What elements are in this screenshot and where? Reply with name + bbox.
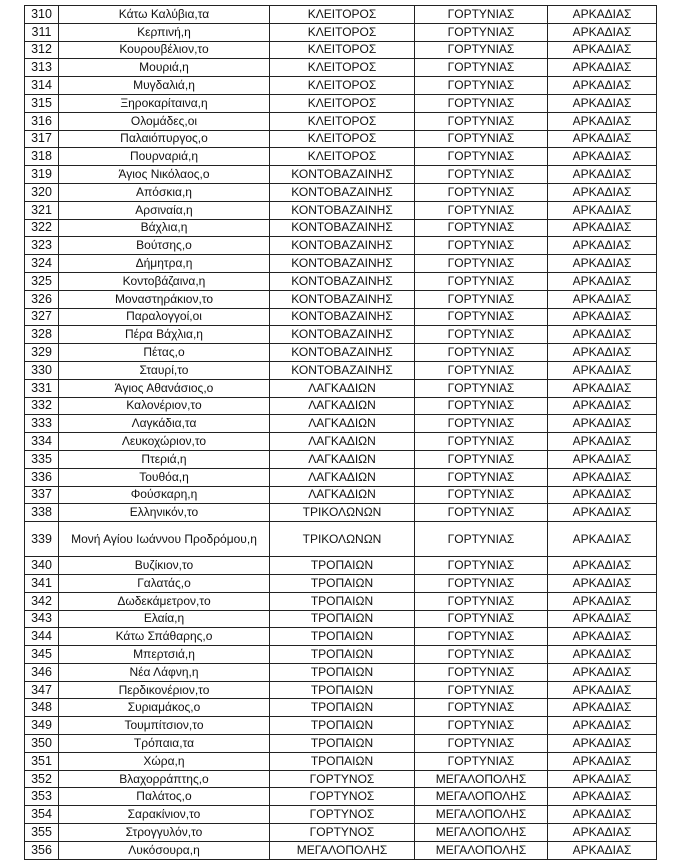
municipality-name: ΓΟΡΤΥΝΙΑΣ — [415, 308, 548, 326]
table-row — [25, 806, 657, 824]
municipality-name: ΓΟΡΤΥΝΙΑΣ — [415, 415, 548, 433]
community-name: ΤΡΟΠΑΙΩΝ — [270, 610, 415, 628]
settlement-name: Παλάτος,ο — [59, 788, 270, 806]
row-number: 354 — [25, 806, 59, 824]
community-name: ΛΑΓΚΑΔΙΩΝ — [270, 397, 415, 415]
prefecture-name: ΑΡΚΑΔΙΑΣ — [548, 166, 657, 184]
municipality-name: ΓΟΡΤΥΝΙΑΣ — [415, 290, 548, 308]
community-name: ΚΛΕΙΤΟΡΟΣ — [270, 94, 415, 112]
prefecture-name: ΑΡΚΑΔΙΑΣ — [548, 183, 657, 201]
table-row — [25, 272, 657, 290]
community-name: ΚΟΝΤΟΒΑΖΑΙΝΗΣ — [270, 237, 415, 255]
prefecture-name: ΑΡΚΑΔΙΑΣ — [548, 433, 657, 451]
row-number: 340 — [25, 557, 59, 575]
settlement-name: Λυκόσουρα,η — [59, 841, 270, 859]
municipality-name: ΓΟΡΤΥΝΙΑΣ — [415, 486, 548, 504]
row-number: 344 — [25, 628, 59, 646]
community-name: ΚΟΝΤΟΒΑΖΑΙΝΗΣ — [270, 290, 415, 308]
community-name: ΛΑΓΚΑΔΙΩΝ — [270, 450, 415, 468]
municipality-name: ΓΟΡΤΥΝΙΑΣ — [415, 41, 548, 59]
municipality-name: ΓΟΡΤΥΝΙΑΣ — [415, 557, 548, 575]
table-row — [25, 41, 657, 59]
settlement-name: Άγιος Νικόλαος,ο — [59, 166, 270, 184]
row-number: 341 — [25, 574, 59, 592]
prefecture-name: ΑΡΚΑΔΙΑΣ — [548, 290, 657, 308]
row-number: 328 — [25, 326, 59, 344]
table-row — [25, 468, 657, 486]
community-name: ΓΟΡΤΥΝΟΣ — [270, 770, 415, 788]
municipality-name: ΓΟΡΤΥΝΙΑΣ — [415, 610, 548, 628]
row-number: 345 — [25, 646, 59, 664]
row-number: 329 — [25, 344, 59, 362]
table-row — [25, 752, 657, 770]
municipality-name: ΓΟΡΤΥΝΙΑΣ — [415, 94, 548, 112]
municipality-name: ΓΟΡΤΥΝΙΑΣ — [415, 201, 548, 219]
community-name: ΛΑΓΚΑΔΙΩΝ — [270, 379, 415, 397]
municipality-name: ΓΟΡΤΥΝΙΑΣ — [415, 522, 548, 557]
row-number: 327 — [25, 308, 59, 326]
community-name: ΓΟΡΤΥΝΟΣ — [270, 824, 415, 842]
settlement-name: Μοναστηράκιον,το — [59, 290, 270, 308]
settlement-name: Αρσιναία,η — [59, 201, 270, 219]
table-row — [25, 415, 657, 433]
settlement-name: Πτεριά,η — [59, 450, 270, 468]
prefecture-name: ΑΡΚΑΔΙΑΣ — [548, 770, 657, 788]
row-number: 356 — [25, 841, 59, 859]
table-row — [25, 735, 657, 753]
settlement-name: Παραλογγοί,οι — [59, 308, 270, 326]
table-row — [25, 824, 657, 842]
settlement-name: Πουρναριά,η — [59, 148, 270, 166]
prefecture-name: ΑΡΚΑΔΙΑΣ — [548, 806, 657, 824]
municipality-name: ΓΟΡΤΥΝΙΑΣ — [415, 681, 548, 699]
table-row — [25, 183, 657, 201]
row-number: 349 — [25, 717, 59, 735]
row-number: 351 — [25, 752, 59, 770]
prefecture-name: ΑΡΚΑΔΙΑΣ — [548, 344, 657, 362]
row-number: 336 — [25, 468, 59, 486]
community-name: ΚΛΕΙΤΟΡΟΣ — [270, 130, 415, 148]
settlement-name: Νέα Λάφνη,η — [59, 663, 270, 681]
prefecture-name: ΑΡΚΑΔΙΑΣ — [548, 681, 657, 699]
community-name: ΛΑΓΚΑΔΙΩΝ — [270, 468, 415, 486]
table-row — [25, 201, 657, 219]
community-name: ΚΛΕΙΤΟΡΟΣ — [270, 23, 415, 41]
municipality-name: ΓΟΡΤΥΝΙΑΣ — [415, 361, 548, 379]
prefecture-name: ΑΡΚΑΔΙΑΣ — [548, 94, 657, 112]
settlement-name: Μουριά,η — [59, 59, 270, 77]
municipality-name: ΜΕΓΑΛΟΠΟΛΗΣ — [415, 841, 548, 859]
settlement-name: Μυγδαλιά,η — [59, 77, 270, 95]
settlement-name: Βυζίκιον,το — [59, 557, 270, 575]
municipality-name: ΓΟΡΤΥΝΙΑΣ — [415, 6, 548, 24]
municipality-name: ΜΕΓΑΛΟΠΟΛΗΣ — [415, 824, 548, 842]
municipality-name: ΓΟΡΤΥΝΙΑΣ — [415, 504, 548, 522]
settlement-name: Βλαχορράπτης,ο — [59, 770, 270, 788]
prefecture-name: ΑΡΚΑΔΙΑΣ — [548, 415, 657, 433]
municipality-name: ΓΟΡΤΥΝΙΑΣ — [415, 592, 548, 610]
community-name: ΤΡΟΠΑΙΩΝ — [270, 752, 415, 770]
municipality-name: ΓΟΡΤΥΝΙΑΣ — [415, 59, 548, 77]
table-row — [25, 397, 657, 415]
row-number: 317 — [25, 130, 59, 148]
community-name: ΤΡΟΠΑΙΩΝ — [270, 735, 415, 753]
settlement-name: Σαρακίνιον,το — [59, 806, 270, 824]
row-number: 321 — [25, 201, 59, 219]
community-name: ΚΟΝΤΟΒΑΖΑΙΝΗΣ — [270, 166, 415, 184]
table-row — [25, 326, 657, 344]
table-row — [25, 308, 657, 326]
row-number: 318 — [25, 148, 59, 166]
settlement-name: Κερπινή,η — [59, 23, 270, 41]
community-name: ΤΡΟΠΑΙΩΝ — [270, 574, 415, 592]
municipality-name: ΓΟΡΤΥΝΙΑΣ — [415, 219, 548, 237]
table-row — [25, 557, 657, 575]
settlement-name: Ξηροκαρίταινα,η — [59, 94, 270, 112]
prefecture-name: ΑΡΚΑΔΙΑΣ — [548, 219, 657, 237]
row-number: 325 — [25, 272, 59, 290]
municipality-name: ΓΟΡΤΥΝΙΑΣ — [415, 735, 548, 753]
community-name: ΤΡΟΠΑΙΩΝ — [270, 592, 415, 610]
prefecture-name: ΑΡΚΑΔΙΑΣ — [548, 486, 657, 504]
row-number: 343 — [25, 610, 59, 628]
community-name: ΤΡΙΚΟΛΩΝΩΝ — [270, 504, 415, 522]
table-row — [25, 522, 657, 557]
community-name: ΛΑΓΚΑΔΙΩΝ — [270, 415, 415, 433]
prefecture-name: ΑΡΚΑΔΙΑΣ — [548, 326, 657, 344]
community-name: ΜΕΓΑΛΟΠΟΛΗΣ — [270, 841, 415, 859]
municipality-name: ΓΟΡΤΥΝΙΑΣ — [415, 237, 548, 255]
table-row — [25, 646, 657, 664]
community-name: ΚΟΝΤΟΒΑΖΑΙΝΗΣ — [270, 326, 415, 344]
row-number: 311 — [25, 23, 59, 41]
municipality-name: ΜΕΓΑΛΟΠΟΛΗΣ — [415, 806, 548, 824]
community-name: ΚΛΕΙΤΟΡΟΣ — [270, 148, 415, 166]
settlement-name: Λευκοχώριον,το — [59, 433, 270, 451]
prefecture-name: ΑΡΚΑΔΙΑΣ — [548, 361, 657, 379]
community-name: ΛΑΓΚΑΔΙΩΝ — [270, 433, 415, 451]
community-name: ΤΡΙΚΟΛΩΝΩΝ — [270, 522, 415, 557]
community-name: ΚΛΕΙΤΟΡΟΣ — [270, 6, 415, 24]
prefecture-name: ΑΡΚΑΔΙΑΣ — [548, 522, 657, 557]
table-row — [25, 112, 657, 130]
settlement-name: Τουμπίτσιον,το — [59, 717, 270, 735]
community-name: ΚΛΕΙΤΟΡΟΣ — [270, 41, 415, 59]
community-name: ΚΟΝΤΟΒΑΖΑΙΝΗΣ — [270, 183, 415, 201]
prefecture-name: ΑΡΚΑΔΙΑΣ — [548, 397, 657, 415]
settlement-name: Δωδεκάμετρον,το — [59, 592, 270, 610]
table-row — [25, 770, 657, 788]
settlement-name: Περδικονέριον,το — [59, 681, 270, 699]
row-number: 320 — [25, 183, 59, 201]
settlement-name: Ελαία,η — [59, 610, 270, 628]
settlement-name: Κάτω Σπάθαρης,ο — [59, 628, 270, 646]
prefecture-name: ΑΡΚΑΔΙΑΣ — [548, 646, 657, 664]
community-name: ΤΡΟΠΑΙΩΝ — [270, 628, 415, 646]
municipality-name: ΓΟΡΤΥΝΙΑΣ — [415, 183, 548, 201]
municipality-name: ΓΟΡΤΥΝΙΑΣ — [415, 130, 548, 148]
row-number: 315 — [25, 94, 59, 112]
row-number: 333 — [25, 415, 59, 433]
municipality-name: ΓΟΡΤΥΝΙΑΣ — [415, 326, 548, 344]
table-row — [25, 574, 657, 592]
row-number: 310 — [25, 6, 59, 24]
table-body — [25, 6, 657, 860]
prefecture-name: ΑΡΚΑΔΙΑΣ — [548, 628, 657, 646]
settlement-name: Στρογγυλόν,το — [59, 824, 270, 842]
community-name: ΚΟΝΤΟΒΑΖΑΙΝΗΣ — [270, 361, 415, 379]
table-row — [25, 344, 657, 362]
settlement-name: Ολομάδες,οι — [59, 112, 270, 130]
settlement-name: Πέτας,ο — [59, 344, 270, 362]
row-number: 342 — [25, 592, 59, 610]
table-row — [25, 592, 657, 610]
row-number: 334 — [25, 433, 59, 451]
row-number: 338 — [25, 504, 59, 522]
municipality-name: ΓΟΡΤΥΝΙΑΣ — [415, 397, 548, 415]
row-number: 350 — [25, 735, 59, 753]
municipality-name: ΓΟΡΤΥΝΙΑΣ — [415, 255, 548, 273]
prefecture-name: ΑΡΚΑΔΙΑΣ — [548, 752, 657, 770]
row-number: 347 — [25, 681, 59, 699]
settlements-table-page — [24, 5, 657, 860]
row-number: 314 — [25, 77, 59, 95]
table-row — [25, 610, 657, 628]
municipality-name: ΓΟΡΤΥΝΙΑΣ — [415, 166, 548, 184]
community-name: ΚΟΝΤΟΒΑΖΑΙΝΗΣ — [270, 219, 415, 237]
row-number: 335 — [25, 450, 59, 468]
table-row — [25, 841, 657, 859]
municipality-name: ΓΟΡΤΥΝΙΑΣ — [415, 433, 548, 451]
table-row — [25, 23, 657, 41]
settlement-name: Γαλατάς,ο — [59, 574, 270, 592]
prefecture-name: ΑΡΚΑΔΙΑΣ — [548, 23, 657, 41]
municipality-name: ΜΕΓΑΛΟΠΟΛΗΣ — [415, 770, 548, 788]
prefecture-name: ΑΡΚΑΔΙΑΣ — [548, 272, 657, 290]
table-row — [25, 148, 657, 166]
settlement-name: Ελληνικόν,το — [59, 504, 270, 522]
municipality-name: ΓΟΡΤΥΝΙΑΣ — [415, 450, 548, 468]
community-name: ΚΟΝΤΟΒΑΖΑΙΝΗΣ — [270, 272, 415, 290]
municipality-name: ΓΟΡΤΥΝΙΑΣ — [415, 628, 548, 646]
municipality-name: ΓΟΡΤΥΝΙΑΣ — [415, 699, 548, 717]
community-name: ΤΡΟΠΑΙΩΝ — [270, 663, 415, 681]
table-row — [25, 94, 657, 112]
prefecture-name: ΑΡΚΑΔΙΑΣ — [548, 841, 657, 859]
row-number: 326 — [25, 290, 59, 308]
settlement-name: Κοντοβάζαινα,η — [59, 272, 270, 290]
table-row — [25, 255, 657, 273]
prefecture-name: ΑΡΚΑΔΙΑΣ — [548, 130, 657, 148]
table-row — [25, 717, 657, 735]
municipality-name: ΓΟΡΤΥΝΙΑΣ — [415, 379, 548, 397]
settlement-name: Βούτσης,ο — [59, 237, 270, 255]
municipality-name: ΓΟΡΤΥΝΙΑΣ — [415, 77, 548, 95]
settlement-name: Παλαιόπυργος,ο — [59, 130, 270, 148]
settlement-name: Λαγκάδια,τα — [59, 415, 270, 433]
prefecture-name: ΑΡΚΑΔΙΑΣ — [548, 112, 657, 130]
prefecture-name: ΑΡΚΑΔΙΑΣ — [548, 592, 657, 610]
community-name: ΚΟΝΤΟΒΑΖΑΙΝΗΣ — [270, 344, 415, 362]
settlement-name: Καλονέριον,το — [59, 397, 270, 415]
table-row — [25, 6, 657, 24]
prefecture-name: ΑΡΚΑΔΙΑΣ — [548, 6, 657, 24]
row-number: 337 — [25, 486, 59, 504]
prefecture-name: ΑΡΚΑΔΙΑΣ — [548, 610, 657, 628]
settlement-name: Κουρουβέλιον,το — [59, 41, 270, 59]
settlement-name: Τρόπαια,τα — [59, 735, 270, 753]
table-row — [25, 628, 657, 646]
settlement-name: Σταυρί,το — [59, 361, 270, 379]
municipality-name: ΓΟΡΤΥΝΙΑΣ — [415, 272, 548, 290]
table-row — [25, 166, 657, 184]
municipality-name: ΓΟΡΤΥΝΙΑΣ — [415, 344, 548, 362]
prefecture-name: ΑΡΚΑΔΙΑΣ — [548, 77, 657, 95]
table-row — [25, 59, 657, 77]
municipality-name: ΓΟΡΤΥΝΙΑΣ — [415, 468, 548, 486]
prefecture-name: ΑΡΚΑΔΙΑΣ — [548, 504, 657, 522]
prefecture-name: ΑΡΚΑΔΙΑΣ — [548, 255, 657, 273]
prefecture-name: ΑΡΚΑΔΙΑΣ — [548, 379, 657, 397]
row-number: 322 — [25, 219, 59, 237]
community-name: ΚΟΝΤΟΒΑΖΑΙΝΗΣ — [270, 201, 415, 219]
community-name: ΓΟΡΤΥΝΟΣ — [270, 806, 415, 824]
settlement-name: Κάτω Καλύβια,τα — [59, 6, 270, 24]
settlement-name: Μονή Αγίου Ιωάννου Προδρόμου,η — [59, 522, 270, 557]
row-number: 353 — [25, 788, 59, 806]
row-number: 330 — [25, 361, 59, 379]
row-number: 355 — [25, 824, 59, 842]
settlement-name: Χώρα,η — [59, 752, 270, 770]
table-row — [25, 77, 657, 95]
prefecture-name: ΑΡΚΑΔΙΑΣ — [548, 450, 657, 468]
table-row — [25, 433, 657, 451]
row-number: 316 — [25, 112, 59, 130]
table-row — [25, 699, 657, 717]
table-row — [25, 130, 657, 148]
row-number: 348 — [25, 699, 59, 717]
prefecture-name: ΑΡΚΑΔΙΑΣ — [548, 59, 657, 77]
prefecture-name: ΑΡΚΑΔΙΑΣ — [548, 663, 657, 681]
municipality-name: ΓΟΡΤΥΝΙΑΣ — [415, 23, 548, 41]
prefecture-name: ΑΡΚΑΔΙΑΣ — [548, 237, 657, 255]
prefecture-name: ΑΡΚΑΔΙΑΣ — [548, 735, 657, 753]
row-number: 352 — [25, 770, 59, 788]
municipality-name: ΓΟΡΤΥΝΙΑΣ — [415, 663, 548, 681]
row-number: 331 — [25, 379, 59, 397]
municipality-name: ΜΕΓΑΛΟΠΟΛΗΣ — [415, 788, 548, 806]
settlement-name: Συριαμάκος,ο — [59, 699, 270, 717]
settlement-name: Πέρα Βάχλια,η — [59, 326, 270, 344]
community-name: ΤΡΟΠΑΙΩΝ — [270, 557, 415, 575]
table-row — [25, 788, 657, 806]
municipality-name: ΓΟΡΤΥΝΙΑΣ — [415, 574, 548, 592]
prefecture-name: ΑΡΚΑΔΙΑΣ — [548, 201, 657, 219]
row-number: 324 — [25, 255, 59, 273]
community-name: ΓΟΡΤΥΝΟΣ — [270, 788, 415, 806]
prefecture-name: ΑΡΚΑΔΙΑΣ — [548, 148, 657, 166]
municipality-name: ΓΟΡΤΥΝΙΑΣ — [415, 752, 548, 770]
prefecture-name: ΑΡΚΑΔΙΑΣ — [548, 41, 657, 59]
settlement-name: Φούσκαρη,η — [59, 486, 270, 504]
prefecture-name: ΑΡΚΑΔΙΑΣ — [548, 574, 657, 592]
table-row — [25, 504, 657, 522]
row-number: 319 — [25, 166, 59, 184]
prefecture-name: ΑΡΚΑΔΙΑΣ — [548, 557, 657, 575]
municipality-name: ΓΟΡΤΥΝΙΑΣ — [415, 646, 548, 664]
settlement-name: Άγιος Αθανάσιος,ο — [59, 379, 270, 397]
community-name: ΤΡΟΠΑΙΩΝ — [270, 717, 415, 735]
community-name: ΚΛΕΙΤΟΡΟΣ — [270, 77, 415, 95]
table-row — [25, 663, 657, 681]
settlement-name: Απόσκια,η — [59, 183, 270, 201]
community-name: ΛΑΓΚΑΔΙΩΝ — [270, 486, 415, 504]
prefecture-name: ΑΡΚΑΔΙΑΣ — [548, 308, 657, 326]
prefecture-name: ΑΡΚΑΔΙΑΣ — [548, 468, 657, 486]
municipality-name: ΓΟΡΤΥΝΙΑΣ — [415, 148, 548, 166]
settlement-name: Δήμητρα,η — [59, 255, 270, 273]
municipality-name: ΓΟΡΤΥΝΙΑΣ — [415, 112, 548, 130]
community-name: ΤΡΟΠΑΙΩΝ — [270, 646, 415, 664]
community-name: ΚΛΕΙΤΟΡΟΣ — [270, 59, 415, 77]
row-number: 312 — [25, 41, 59, 59]
settlement-name: Βάχλια,η — [59, 219, 270, 237]
settlement-name: Μπερτσιά,η — [59, 646, 270, 664]
municipality-name: ΓΟΡΤΥΝΙΑΣ — [415, 717, 548, 735]
prefecture-name: ΑΡΚΑΔΙΑΣ — [548, 824, 657, 842]
community-name: ΤΡΟΠΑΙΩΝ — [270, 681, 415, 699]
prefecture-name: ΑΡΚΑΔΙΑΣ — [548, 717, 657, 735]
community-name: ΤΡΟΠΑΙΩΝ — [270, 699, 415, 717]
prefecture-name: ΑΡΚΑΔΙΑΣ — [548, 699, 657, 717]
community-name: ΚΛΕΙΤΟΡΟΣ — [270, 112, 415, 130]
row-number: 332 — [25, 397, 59, 415]
row-number: 346 — [25, 663, 59, 681]
table-row — [25, 681, 657, 699]
table-row — [25, 450, 657, 468]
table-row — [25, 486, 657, 504]
community-name: ΚΟΝΤΟΒΑΖΑΙΝΗΣ — [270, 308, 415, 326]
settlements-table — [24, 5, 657, 860]
community-name: ΚΟΝΤΟΒΑΖΑΙΝΗΣ — [270, 255, 415, 273]
prefecture-name: ΑΡΚΑΔΙΑΣ — [548, 788, 657, 806]
table-row — [25, 237, 657, 255]
table-row — [25, 361, 657, 379]
row-number: 339 — [25, 522, 59, 557]
table-row — [25, 219, 657, 237]
settlement-name: Τουθόα,η — [59, 468, 270, 486]
table-row — [25, 379, 657, 397]
row-number: 323 — [25, 237, 59, 255]
table-row — [25, 290, 657, 308]
row-number: 313 — [25, 59, 59, 77]
